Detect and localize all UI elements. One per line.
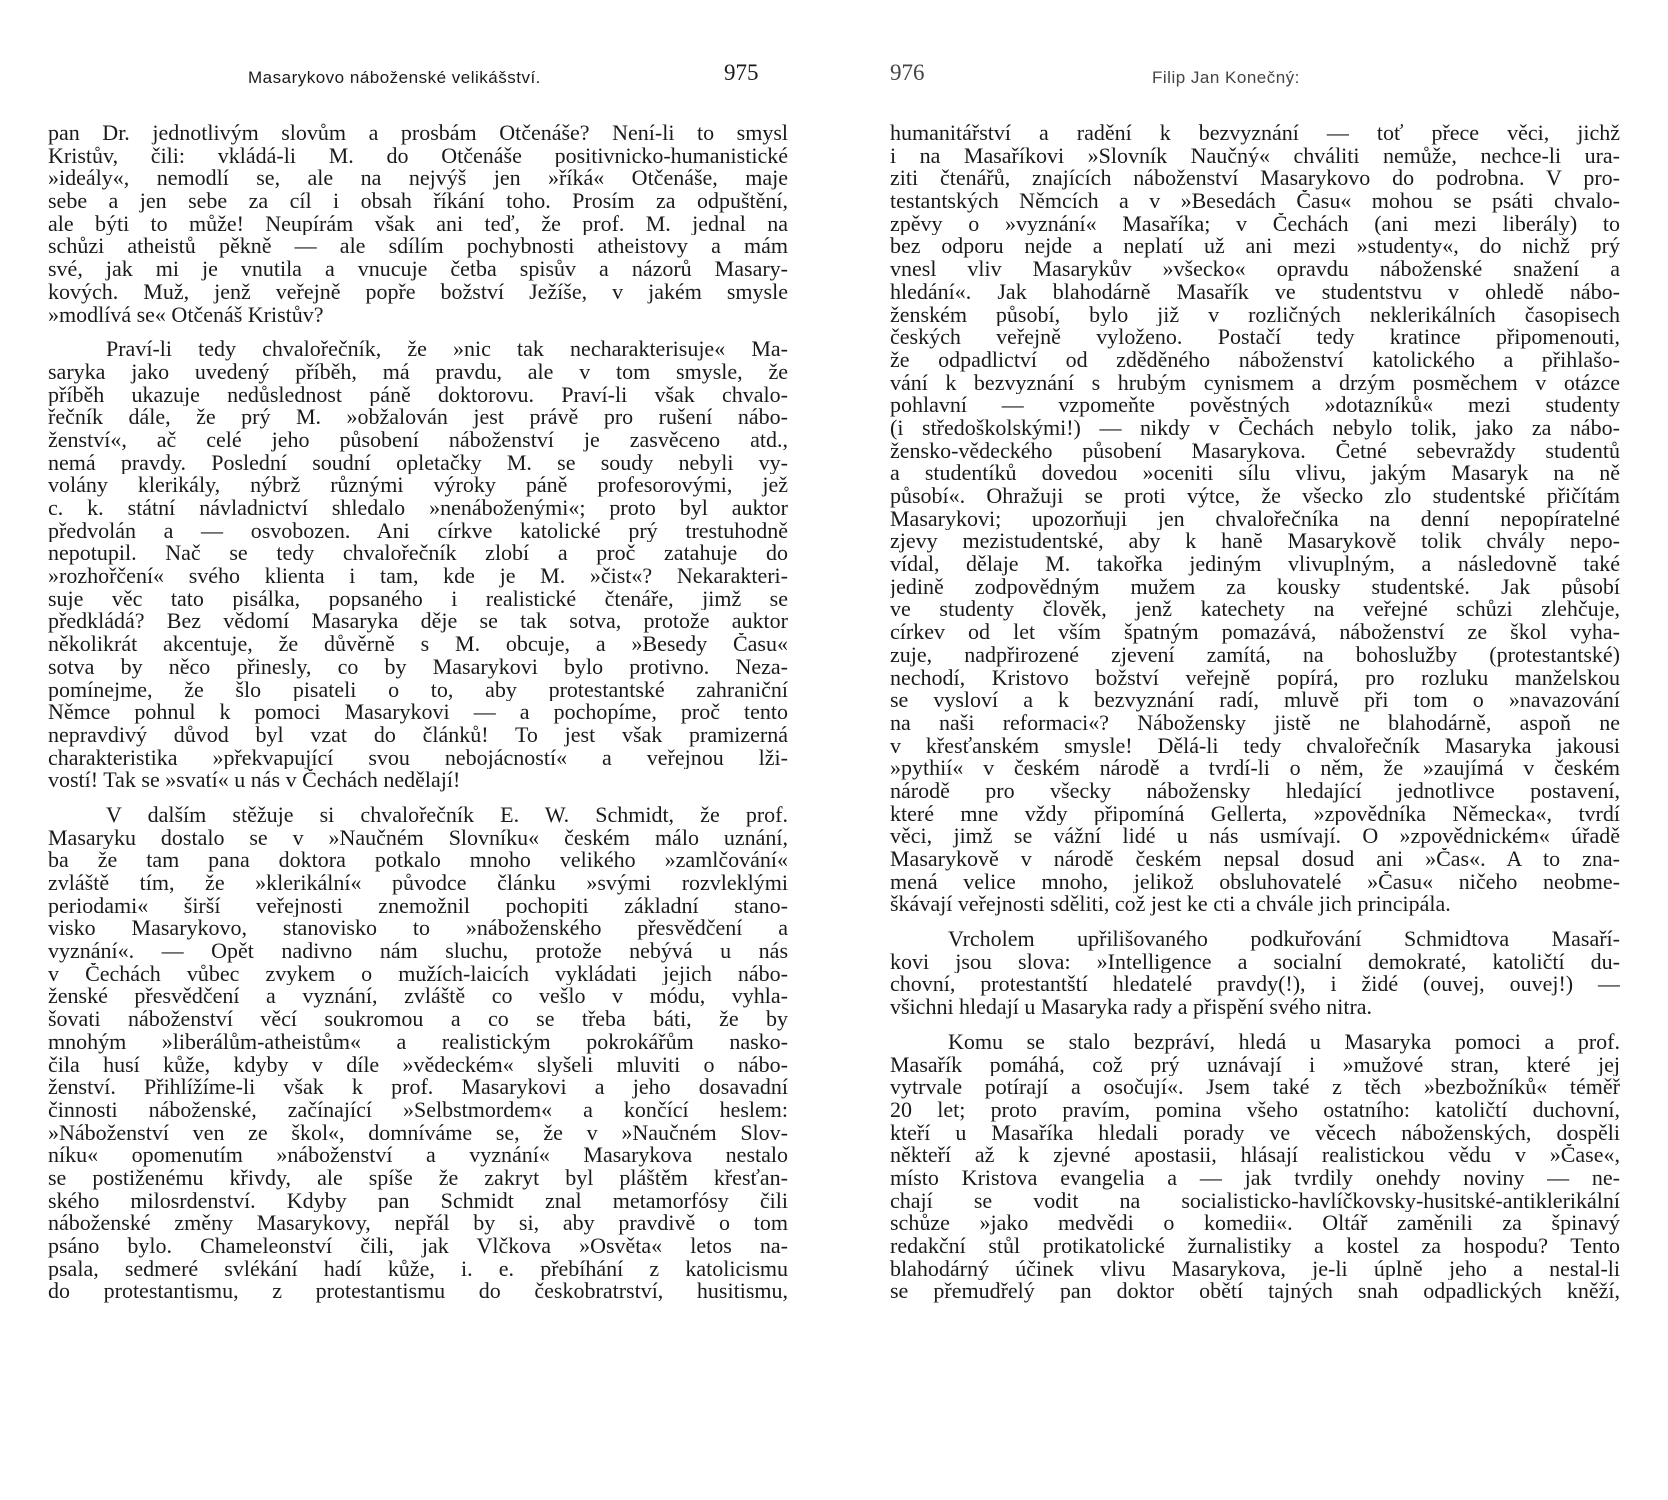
text-line: periodami« širší veřejnosti znemožnil pochopiti základní stano-	[48, 894, 788, 918]
left-page-header	[48, 58, 788, 98]
text-line: ženství«, ač celé jeho působení náboženství je zasvěceno atd.,	[48, 428, 788, 452]
text-line: kovi jsou slova: »Intelligence a socialní demokraté, katoličtí du-	[890, 950, 1620, 974]
text-line: předkládá? Bez vědomí Masaryka děje se tak sotva, protože auktor	[48, 610, 788, 634]
text-line: Kristův, čili: vkládá-li M. do Otčenáše positivnicko-humanistické	[48, 144, 788, 168]
text-line: vytrvale potírají a osočují«. Jsem také z těch »bezbožníků« téměř	[890, 1076, 1620, 1099]
text-line: »rozhořčení« svého klienta i tam, kde je M. »čist«? Nekarakteri-	[48, 565, 788, 588]
text-line: Masarykovi; upozorňuji jen chvalořečníka na denní nepopíratelné	[890, 507, 1620, 531]
text-line: redakční stůl protikatolické žurnalistiky a kostel za hospodu? Tento	[890, 1235, 1620, 1258]
text-line: ve studenty člověk, jenž katechety na veřejné schůzi zlehčuje,	[890, 598, 1620, 622]
page-number: 976	[890, 60, 925, 85]
text-line: věci, jimž se vážní lidé u nás usmívají. O »zpovědnickém« úřadě	[890, 825, 1620, 848]
text-line: náboženské změny Masarykovy, nepřál by si, aby pravdivě o tom	[48, 1212, 788, 1235]
text-line: mená velice mnoho, jelikož obsluhovatelé »Času« ničeho neobme-	[890, 870, 1620, 894]
text-line: českých veřejně vyloženo. Postačí tedy kratince připomenouti,	[890, 326, 1620, 349]
text-line: národě pro všecky nábožensky hledající jednotlivce postavení,	[890, 779, 1620, 803]
text-line: testantských Němcích a v »Besedách Času« mohou se psáti chvalo-	[890, 190, 1620, 213]
text-line: někteří až k zjevné apostasii, hlásají realistickou vědu v »Čase«,	[890, 1144, 1620, 1167]
text-line: V dalším stěžuje si chvalořečník E. W. Schmidt, že prof.	[106, 803, 788, 827]
text-line: »pythií« v českém národě a tvrdí-li o něm, že »zaujímá v českém	[890, 757, 1620, 780]
paragraph-gap	[890, 916, 1620, 928]
text-line: schůzi atheistů pěkně — ale sdílím pochybnosti atheistovy a mám	[48, 235, 788, 259]
text-line: saryka jako uvedený příběh, má pravdu, ale v tom smysle, že	[48, 360, 788, 384]
text-line: několikrát akcentuje, že důvěrně s M. obcuje, a »Besedy Času«	[48, 633, 788, 656]
text-line: zjevy mezistudentské, aby k hanĕ Masarykově tolik chvály nepo-	[890, 530, 1620, 554]
text-line: příběh ukazuje nedůslednost páně doktorovu. Praví-li však chvalo-	[48, 383, 788, 407]
paragraph-gap	[48, 326, 788, 338]
text-line: mnohým »liberálům-atheistům« a realistickým pokrokářům nasko-	[48, 1030, 788, 1054]
text-line: nechodí, Kristovo božství veřejně popírá, pro rozluku manželskou	[890, 666, 1620, 690]
text-line: žensko-vědeckého působení Masarykova. Četné sebevraždy studentů	[890, 439, 1620, 463]
text-line: nepotupil. Nač se tedy chvalořečník zlobí a proč zatahuje do	[48, 542, 788, 566]
text-line: kteří u Masaříka hledali porady ve věcech náboženských, dospěli	[890, 1121, 1620, 1145]
text-line: se postiženému křivdy, ale spíše že zakryt byl pláštěm křesťan-	[48, 1166, 788, 1190]
text-line: vídal, dělaje M. takořka jediným vlivuplným, a následovně také	[890, 553, 1620, 576]
text-line: »ideály«, nemodlí se, ale na nejvýš jen »říká« Otčenáše, maje	[48, 167, 788, 191]
text-line: své, jak mi je vnutila a vnucuje četba spisův a názorů Masary-	[48, 258, 788, 281]
paragraph	[48, 804, 788, 1303]
text-line: šovati náboženství věcí soukromou a co se třeba báti, že by	[48, 1008, 788, 1031]
text-line: že odpadlictví od zděděného náboženství katolického a přihlašo-	[890, 348, 1620, 372]
text-line: ženské přesvědčení a vyznání, zvláště co vešlo v módu, vyhla-	[48, 985, 788, 1009]
text-line: pan Dr. jednotlivým slovům a prosbám Otčenáše? Není-li to smysl	[48, 122, 788, 145]
text-line: na naši reformaci«? Nábožensky jistě ne blahodárně, aspoň ne	[890, 711, 1620, 735]
text-line: bez odporu nejde a neplatí už ani mezi »studenty«, do nichž prý	[890, 235, 1620, 259]
text-line: hledání«. Jak blahodárně Masařík ve studentstvu v ohledě nábo-	[890, 280, 1620, 304]
text-line: Vrcholem upřilišovaného podkuřování Schmidtova Masaří-	[948, 928, 1620, 951]
text-line: které mne vždy připomíná Gellerta, »zpovědníka Německa«, tvrdí	[890, 802, 1620, 826]
text-line: se vysloví a k bezvyznání radí, mluvě při tom o »navazování	[890, 689, 1620, 712]
text-line: kových. Muž, jenž veřejně popře božství Ježíše, v jakém smysle	[48, 280, 788, 304]
text-line: suje věc tato pisálka, popsaného i realistické čtenáře, jimž se	[48, 587, 788, 611]
text-line: sotva by něco přinesly, co by Masarykovi bylo protivno. Neza-	[48, 655, 788, 679]
text-line: vnesl vliv Masarykův »všecko« opravdu náboženské snažení a	[890, 258, 1620, 281]
paragraph	[890, 122, 1620, 916]
right-page-body	[890, 122, 1620, 1303]
text-line: blahodárný účinek vlivu Masarykova, je-li úplně jeho a nestal-li	[890, 1257, 1620, 1281]
text-line: ba že tam pana doktora potkalo mnoho velikého »zamlčování«	[48, 849, 788, 872]
text-line: škávají veřejnosti sděliti, což jest ke cti a chvále jich principála.	[890, 893, 1451, 917]
text-line: ziti čtenářů, znajících náboženství Masarykovo do podrobna. V pro-	[890, 167, 1620, 191]
text-line: všichni hledají u Masaryka rady a přispění svého nitra.	[890, 996, 1373, 1019]
text-line: i na Masaříkovi »Slovník Naučný« chváliti nemůže, nechce-li ura-	[890, 144, 1620, 168]
text-line: níku« opomenutím »náboženství a vyznání« Masarykova nestalo	[48, 1144, 788, 1167]
text-line: psala, sedmeré svlékání hadí kůže, i. e. přebíhání z katolicismu	[48, 1257, 788, 1281]
paragraph-gap	[890, 1019, 1620, 1031]
text-line: jedině zodpovědným mužem za kousky studentské. Jak působí	[890, 575, 1620, 599]
text-line: »Náboženství ven ze škol«, domníváme se, že v »Naučném Slov-	[48, 1121, 788, 1145]
page-number: 975	[724, 60, 759, 85]
text-line: chovní, protestantští hledatelé pravdy(!), i židé (ouvej, ouvej!) —	[890, 973, 1620, 997]
text-line: humanitářství a radění k bezvyznání — toť přece věci, jichž	[890, 122, 1620, 145]
paragraph	[48, 122, 788, 326]
right-page-header	[890, 58, 1620, 98]
text-line: zpěvy o »vyznání« Masaříka; v Čechách (ani mezi liberály) to	[890, 212, 1620, 236]
paragraph	[48, 338, 788, 792]
text-line: v křesťanském smysle! Dělá-li tedy chvalořečník Masaryka jakousi	[890, 734, 1620, 758]
text-line: místo Kristova evangelia a — jak tvrdily onehdy noviny — ne-	[890, 1166, 1620, 1190]
text-line: »modlívá se« Otčenáš Kristův?	[48, 303, 324, 327]
text-line: vání k bezvyznání s hrubým cynismem a drzým posměchem v otázce	[890, 371, 1620, 395]
text-line: Komu se stalo bezpráví, hledá u Masaryka pomoci a prof.	[948, 1030, 1620, 1054]
text-line: čila husí kůže, kdyby v díle »vědeckém« slyšeli mluviti o nábo-	[48, 1053, 788, 1077]
text-line: se přemudřelý pan doktor obětí tajných snah odpadlických kněží,	[890, 1280, 1620, 1304]
text-line: Masaryku dostalo se v »Naučném Slovníku« českém málo uznání,	[48, 826, 788, 850]
text-line: nepravdivý důvod byl vzat do článků! To jest však pramizerná	[48, 723, 788, 747]
text-line: řečník dále, že prý M. »obžalován jest právě pro rušení nábo-	[48, 406, 788, 429]
text-line: působí«. Ohražuji se proti výtce, že všecko zlo studentské přičítám	[890, 485, 1620, 508]
text-line: v Čechách vůbec zvykem o mužích-laicích vykládati jejich nábo-	[48, 962, 788, 986]
text-line: do protestantismu, z protestantismu do českobratrství, husitismu,	[48, 1280, 788, 1304]
left-page-body	[48, 122, 788, 1303]
text-line: zvláště tím, že »klerikální« původce článku »svými rozvleklými	[48, 872, 788, 895]
text-line: činnosti náboženské, začínající »Selbstmordem« a končící heslem:	[48, 1098, 788, 1122]
text-line: Masarykově v národě českém nepsal dosud ani »Čas«. A to zna-	[890, 848, 1620, 871]
text-line: církev od let vším špatným pomazává, náboženství ze škol vyha-	[890, 621, 1620, 644]
text-line: psáno bylo. Chameleonství čili, jak Vlčkova »Osvěta« letos na-	[48, 1235, 788, 1258]
left-page	[48, 0, 788, 1500]
text-line: visko Masarykovo, stanovisko to »náboženského přesvědčení a	[48, 917, 788, 941]
text-line: Praví-li tedy chvalořečník, že »nic tak necharakterisuje« Ma-	[106, 338, 788, 361]
text-line: Němce pohnul k pomoci Masarykovi — a pochopíme, proč tento	[48, 701, 788, 724]
text-line: ale býti to může! Neupírám však ani teď, že prof. M. jednal na	[48, 212, 788, 236]
text-line: charakteristika »překvapující svou nebojácností« a veřejnou lži-	[48, 746, 788, 770]
text-line: pomínejme, že šlo pisateli o to, aby protestantské zahraniční	[48, 678, 788, 702]
text-line: vyznání«. — Opět nadivno nám sluchu, protože nebývá u nás	[48, 940, 788, 963]
text-line: nemá pravdy. Poslední soudní opletačky M. se soudy nebyli vy-	[48, 451, 788, 475]
text-line: a studentíků dovedou »oceniti sílu vlivu, jakým Masaryk na ně	[890, 462, 1620, 485]
text-line: vostí! Tak se »svatí« u nás v Čechách nedělají!	[48, 769, 461, 792]
right-page	[890, 0, 1620, 1500]
text-line: chají se vodit na socialisticko-havlíčkovsky-husitské-antiklerikální	[890, 1189, 1620, 1213]
paragraph-gap	[48, 792, 788, 804]
running-title: Masarykovo náboženské velikášství.	[248, 68, 541, 87]
paragraph	[890, 1031, 1620, 1303]
text-line: předvolán a — osvobozen. Ani církve katolické prý trestuhodně	[48, 519, 788, 543]
text-line: schůze »jako medvědi o komedii«. Oltář zaměnili za špinavý	[890, 1212, 1620, 1235]
text-line: volány klerikály, nýbrž různými výroky páně profesorovými, jež	[48, 474, 788, 497]
text-line: ženství. Přihlížíme-li však k prof. Masarykovi a jeho dosavadní	[48, 1076, 788, 1099]
running-title: Filip Jan Konečný:	[1152, 68, 1300, 87]
text-line: ského milosrdenství. Kdyby pan Schmidt znal metamorfósy čili	[48, 1189, 788, 1213]
paragraph	[890, 928, 1620, 1019]
text-line: c. k. státní návladnictví shledalo »nenáboženými«; proto byl auktor	[48, 497, 788, 520]
text-line: Masařík pomáhá, což prý uznávají i »mužové stran, které jej	[890, 1053, 1620, 1077]
text-line: zuje, nadpřirozené zjevení zamítá, na bohoslužby (protestantské)	[890, 643, 1620, 667]
text-line: sebe a jen sebe za cíl i obsah říkání toho. Prosím za odpuštění,	[48, 190, 788, 213]
text-line: (i středoškolskými!) — nikdy v Čechách nebylo tolik, jako za nábo-	[890, 416, 1620, 440]
text-line: 20 let; proto pravím, pomina všeho ostatního: katoličtí duchovní,	[890, 1098, 1620, 1122]
text-line: pohlavní — vzpomeňte pověstných »dotazníků« mezi studenty	[890, 394, 1620, 417]
text-line: ženském působí, bylo již v rozličných neklerikálních časopisech	[890, 303, 1620, 327]
